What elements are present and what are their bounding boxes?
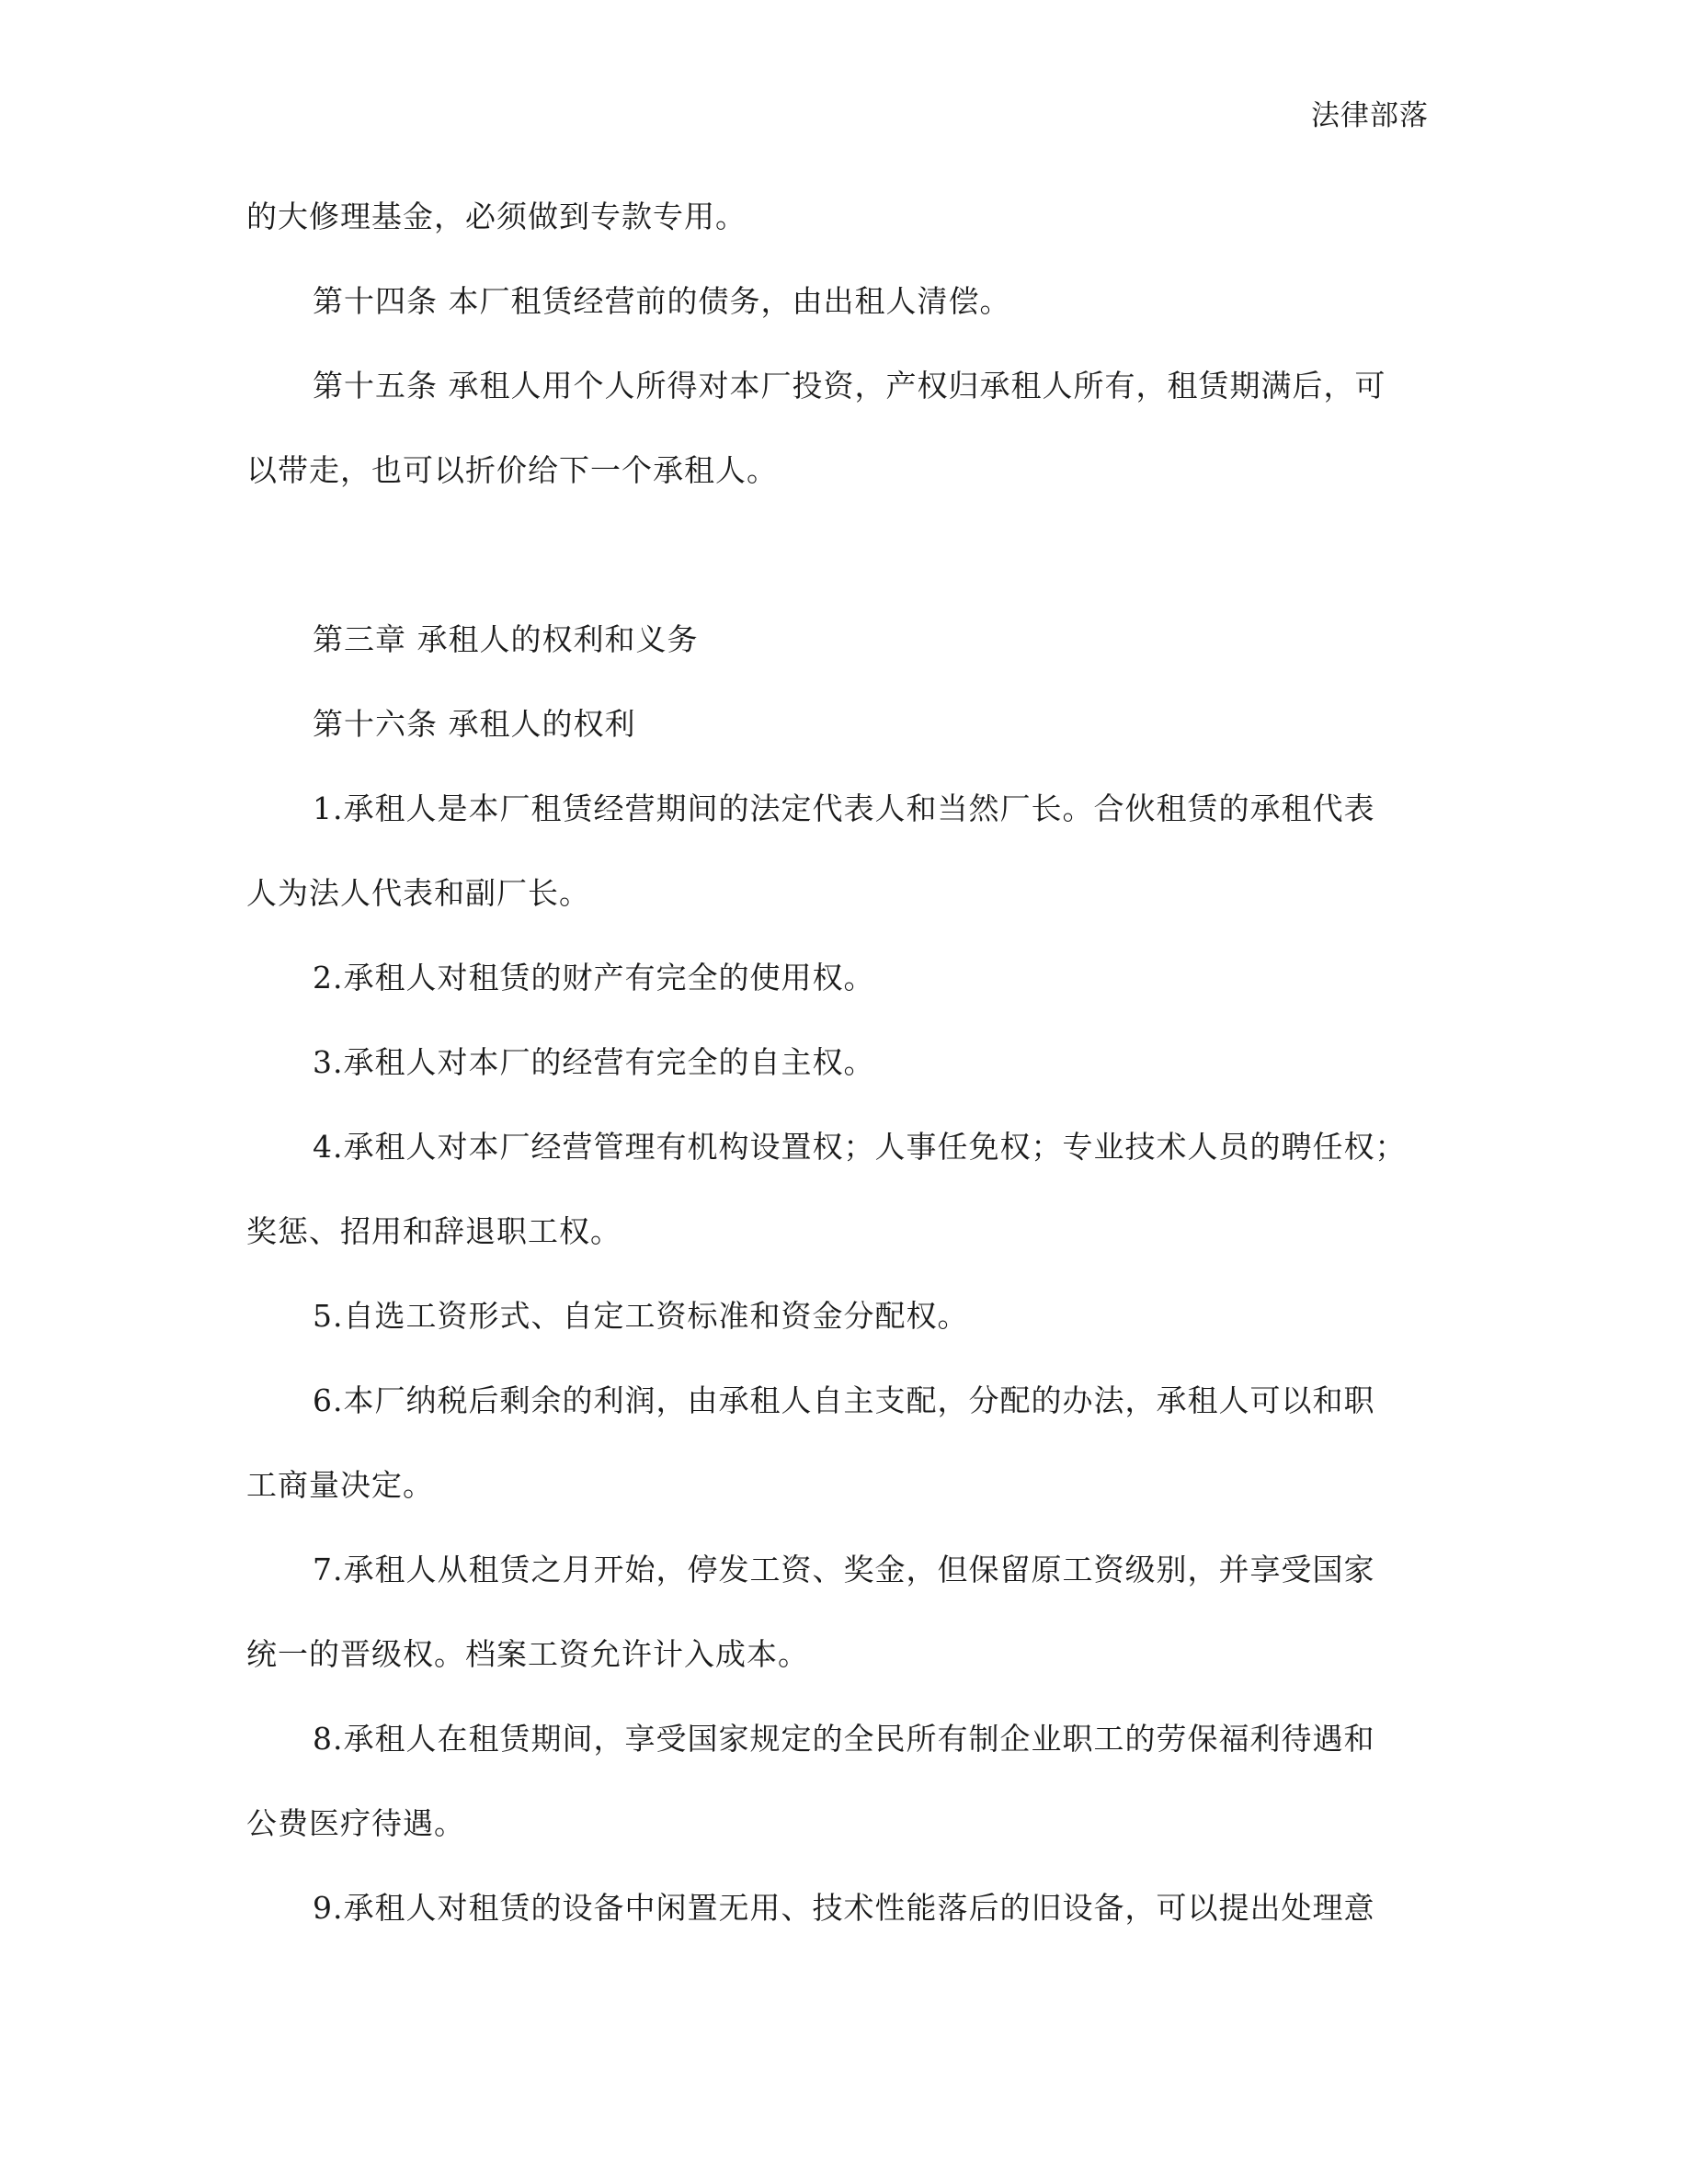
text-line: 公费医疗待遇。 xyxy=(246,1805,465,1841)
item-1: 1.承租人是本厂租赁经营期间的法定代表人和当然厂长。合伙租赁的承租代表 xyxy=(313,791,1375,826)
text-line: 统一的晋级权。档案工资允许计入成本。 xyxy=(246,1636,809,1672)
item-8: 8.承租人在租赁期间，享受国家规定的全民所有制企业职工的劳保福利待遇和 xyxy=(313,1721,1375,1757)
item-4: 4.承租人对本厂经营管理有机构设置权；人事任免权；专业技术人员的聘任权； xyxy=(313,1129,1407,1165)
page-header: 法律部落 xyxy=(1311,99,1429,132)
article-15: 第十五条 承租人用个人所得对本厂投资，产权归承租人所有，租赁期满后，可 xyxy=(313,368,1386,404)
text-line: 人为法人代表和副厂长。 xyxy=(246,875,590,911)
text-line: 工商量决定。 xyxy=(246,1467,434,1503)
text-line: 的大修理基金，必须做到专款专用。 xyxy=(246,199,747,234)
text-line: 以带走，也可以折价给下一个承租人。 xyxy=(246,452,778,488)
item-6: 6.本厂纳税后剩余的利润，由承租人自主支配，分配的办法，承租人可以和职 xyxy=(313,1382,1375,1418)
article-14: 第十四条 本厂租赁经营前的债务，由出租人清偿。 xyxy=(313,283,1011,319)
item-2: 2.承租人对租赁的财产有完全的使用权。 xyxy=(313,960,875,995)
chapter-3-heading: 第三章 承租人的权利和义务 xyxy=(313,621,699,657)
text-line: 奖惩、招用和辞退职工权。 xyxy=(246,1213,622,1249)
item-7: 7.承租人从租赁之月开始，停发工资、奖金，但保留原工资级别，并享受国家 xyxy=(313,1552,1375,1587)
article-16: 第十六条 承租人的权利 xyxy=(313,706,636,742)
item-9: 9.承租人对租赁的设备中闲置无用、技术性能落后的旧设备，可以提出处理意 xyxy=(313,1890,1375,1926)
item-5: 5.自选工资形式、自定工资标准和资金分配权。 xyxy=(313,1298,969,1334)
item-3: 3.承租人对本厂的经营有完全的自主权。 xyxy=(313,1044,875,1080)
